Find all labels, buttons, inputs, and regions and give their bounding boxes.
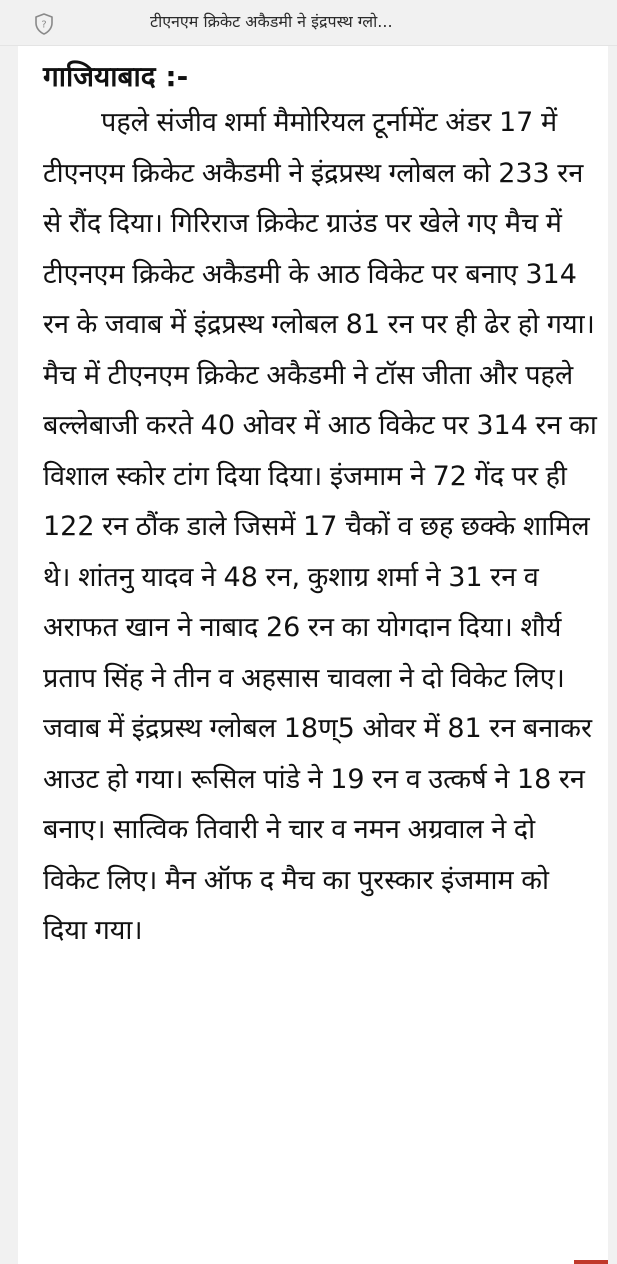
article-dateline: गाजियाबाद :- <box>43 60 189 93</box>
article-body: पहले संजीव शर्मा मैमोरियल टूर्नामेंट अंडर 17 में टीएनएम क्रिकेट अकैडमी ने इंद्रप्रस्थ ग्लोबल को 233 रन से रौंद दिया। गिरिराज क्रिकेट ग्राउंड पर खेले गए मैच में टीएनएम क्रिकेट अकैडमी के आठ विकेट पर बनाए 314 रन के जवाब में इंद्रप्रस्थ ग्लोबल 81 रन पर ही ढेर हो गया। मैच में टीएनएम क्रिकेट अकैडमी ने टॉस जीता और पहले बल्लेबाजी करते 40 ओवर में आठ विकेट पर 314 रन का विशाल स्कोर टांग दिया दिया। इंजमाम ने 72 गेंद पर ही 122 रन ठौंक डाले जिसमें 17 चैकों व छह छक्के शामिल थे। शांतनु यादव ने 48 रन, कुशाग्र शर्मा ने 31 रन व अराफत खान ने नाबाद 26 रन का योगदान दिया। शौर्य प्रताप सिंह ने तीन व अहसास चावला ने दो विकेट लिए। जवाब में इंद्रप्रस्थ ग्लोबल 18ण्5 ओवर में 81 रन बनाकर आउट हो गया। रूसिल पांडे ने 19 रन व उत्कर्ष ने 18 रन बनाए। सात्विक तिवारी ने चार व नमन अग्रवाल ने दो विकेट लिए। मैन ऑफ द मैच का पुरस्कार इंजमाम को दिया गया। <box>43 107 597 946</box>
corner-accent <box>574 1260 608 1264</box>
top-bar <box>0 0 617 46</box>
page-title: टीएनएम क्रिकेट अकैडमी ने इंद्रपस्थ ग्लो... <box>150 12 393 31</box>
svg-text:?: ? <box>41 19 47 31</box>
shield-question-icon[interactable] <box>32 12 56 36</box>
article-page <box>18 46 608 1264</box>
